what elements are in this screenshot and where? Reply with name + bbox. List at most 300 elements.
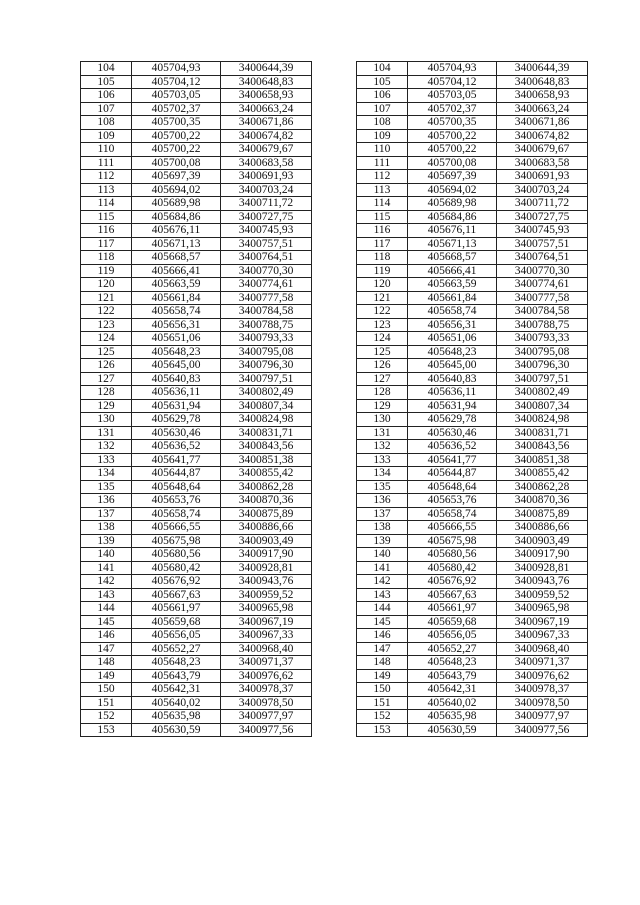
table-row [81,210,588,224]
right-x-coordinate-cell: 405666,55 [408,521,497,535]
right-x-coordinate-cell: 405704,93 [408,62,497,76]
column-gap [312,575,357,589]
left-x-coordinate-cell: 405666,41 [132,264,221,278]
left-point-number-cell: 112 [81,170,132,184]
table-row [81,521,588,535]
left-point-number-cell: 139 [81,534,132,548]
left-point-number-cell: 137 [81,507,132,521]
table-row [81,116,588,130]
left-y-coordinate-cell: 3400917,90 [221,548,312,562]
left-y-coordinate-cell: 3400843,56 [221,440,312,454]
right-x-coordinate-cell: 405648,23 [408,656,497,670]
right-y-coordinate-cell: 3400977,97 [497,710,588,724]
left-x-coordinate-cell: 405643,79 [132,669,221,683]
right-x-coordinate-cell: 405659,68 [408,615,497,629]
table-row [81,467,588,481]
column-gap [312,75,357,89]
left-x-coordinate-cell: 405700,08 [132,156,221,170]
column-gap [312,467,357,481]
right-point-number-cell: 104 [357,62,408,76]
left-x-coordinate-cell: 405629,78 [132,413,221,427]
left-y-coordinate-cell: 3400711,72 [221,197,312,211]
table-row [81,359,588,373]
left-x-coordinate-cell: 405648,23 [132,345,221,359]
right-x-coordinate-cell: 405697,39 [408,170,497,184]
left-y-coordinate-cell: 3400797,51 [221,372,312,386]
right-x-coordinate-cell: 405640,83 [408,372,497,386]
left-y-coordinate-cell: 3400967,19 [221,615,312,629]
right-y-coordinate-cell: 3400965,98 [497,602,588,616]
right-y-coordinate-cell: 3400727,75 [497,210,588,224]
right-x-coordinate-cell: 405700,22 [408,129,497,143]
left-y-coordinate-cell: 3400971,37 [221,656,312,670]
right-point-number-cell: 107 [357,102,408,116]
right-y-coordinate-cell: 3400784,58 [497,305,588,319]
right-point-number-cell: 132 [357,440,408,454]
left-y-coordinate-cell: 3400824,98 [221,413,312,427]
right-y-coordinate-cell: 3400875,89 [497,507,588,521]
column-gap [312,426,357,440]
right-y-coordinate-cell: 3400928,81 [497,561,588,575]
right-point-number-cell: 118 [357,251,408,265]
left-point-number-cell: 106 [81,89,132,103]
column-gap [312,669,357,683]
left-x-coordinate-cell: 405656,05 [132,629,221,643]
table-row [81,575,588,589]
left-point-number-cell: 116 [81,224,132,238]
right-y-coordinate-cell: 3400943,76 [497,575,588,589]
right-x-coordinate-cell: 405684,86 [408,210,497,224]
right-x-coordinate-cell: 405643,79 [408,669,497,683]
right-x-coordinate-cell: 405675,98 [408,534,497,548]
right-point-number-cell: 135 [357,480,408,494]
left-x-coordinate-cell: 405661,84 [132,291,221,305]
right-y-coordinate-cell: 3400770,30 [497,264,588,278]
right-x-coordinate-cell: 405648,23 [408,345,497,359]
left-y-coordinate-cell: 3400928,81 [221,561,312,575]
right-x-coordinate-cell: 405700,35 [408,116,497,130]
table-row [81,156,588,170]
left-point-number-cell: 109 [81,129,132,143]
left-y-coordinate-cell: 3400757,51 [221,237,312,251]
right-point-number-cell: 138 [357,521,408,535]
table-row [81,102,588,116]
left-point-number-cell: 136 [81,494,132,508]
left-point-number-cell: 104 [81,62,132,76]
left-point-number-cell: 149 [81,669,132,683]
column-gap [312,210,357,224]
table-row [81,723,588,737]
column-gap [312,588,357,602]
table-row [81,305,588,319]
left-point-number-cell: 138 [81,521,132,535]
left-x-coordinate-cell: 405680,42 [132,561,221,575]
right-point-number-cell: 145 [357,615,408,629]
column-gap [312,615,357,629]
left-x-coordinate-cell: 405697,39 [132,170,221,184]
left-y-coordinate-cell: 3400807,34 [221,399,312,413]
right-point-number-cell: 142 [357,575,408,589]
left-point-number-cell: 118 [81,251,132,265]
left-point-number-cell: 114 [81,197,132,211]
left-x-coordinate-cell: 405648,64 [132,480,221,494]
right-x-coordinate-cell: 405668,57 [408,251,497,265]
left-point-number-cell: 153 [81,723,132,737]
right-point-number-cell: 121 [357,291,408,305]
left-point-number-cell: 125 [81,345,132,359]
table-row [81,237,588,251]
column-gap [312,372,357,386]
table-row [81,548,588,562]
left-point-number-cell: 129 [81,399,132,413]
left-point-number-cell: 117 [81,237,132,251]
column-gap [312,521,357,535]
right-x-coordinate-cell: 405666,41 [408,264,497,278]
column-gap [312,494,357,508]
right-y-coordinate-cell: 3400788,75 [497,318,588,332]
left-x-coordinate-cell: 405652,27 [132,642,221,656]
left-x-coordinate-cell: 405663,59 [132,278,221,292]
right-point-number-cell: 108 [357,116,408,130]
right-y-coordinate-cell: 3400644,39 [497,62,588,76]
right-point-number-cell: 119 [357,264,408,278]
left-y-coordinate-cell: 3400644,39 [221,62,312,76]
left-x-coordinate-cell: 405703,05 [132,89,221,103]
right-y-coordinate-cell: 3400674,82 [497,129,588,143]
column-gap [312,440,357,454]
table-row [81,197,588,211]
table-row [81,480,588,494]
right-point-number-cell: 131 [357,426,408,440]
right-point-number-cell: 123 [357,318,408,332]
right-x-coordinate-cell: 405636,11 [408,386,497,400]
left-point-number-cell: 105 [81,75,132,89]
table-row [81,453,588,467]
left-x-coordinate-cell: 405630,46 [132,426,221,440]
left-y-coordinate-cell: 3400777,58 [221,291,312,305]
left-x-coordinate-cell: 405636,11 [132,386,221,400]
left-point-number-cell: 111 [81,156,132,170]
right-y-coordinate-cell: 3400777,58 [497,291,588,305]
column-gap [312,642,357,656]
left-point-number-cell: 128 [81,386,132,400]
right-point-number-cell: 126 [357,359,408,373]
left-x-coordinate-cell: 405659,68 [132,615,221,629]
left-point-number-cell: 144 [81,602,132,616]
column-gap [312,318,357,332]
left-y-coordinate-cell: 3400691,93 [221,170,312,184]
left-x-coordinate-cell: 405635,98 [132,710,221,724]
column-gap [312,399,357,413]
right-y-coordinate-cell: 3400802,49 [497,386,588,400]
table-row [81,656,588,670]
right-point-number-cell: 127 [357,372,408,386]
left-point-number-cell: 120 [81,278,132,292]
right-point-number-cell: 153 [357,723,408,737]
left-x-coordinate-cell: 405689,98 [132,197,221,211]
left-point-number-cell: 121 [81,291,132,305]
right-y-coordinate-cell: 3400967,33 [497,629,588,643]
right-y-coordinate-cell: 3400797,51 [497,372,588,386]
right-x-coordinate-cell: 405700,22 [408,143,497,157]
column-gap [312,102,357,116]
left-y-coordinate-cell: 3400663,24 [221,102,312,116]
column-gap [312,332,357,346]
right-x-coordinate-cell: 405694,02 [408,183,497,197]
right-y-coordinate-cell: 3400824,98 [497,413,588,427]
table-row [81,345,588,359]
left-y-coordinate-cell: 3400978,37 [221,683,312,697]
left-y-coordinate-cell: 3400802,49 [221,386,312,400]
left-y-coordinate-cell: 3400796,30 [221,359,312,373]
left-point-number-cell: 107 [81,102,132,116]
left-y-coordinate-cell: 3400855,42 [221,467,312,481]
right-x-coordinate-cell: 405676,92 [408,575,497,589]
left-point-number-cell: 141 [81,561,132,575]
left-x-coordinate-cell: 405661,97 [132,602,221,616]
left-x-coordinate-cell: 405642,31 [132,683,221,697]
left-x-coordinate-cell: 405700,22 [132,129,221,143]
left-y-coordinate-cell: 3400674,82 [221,129,312,143]
column-gap [312,534,357,548]
table-row [81,683,588,697]
table-row [81,318,588,332]
left-point-number-cell: 130 [81,413,132,427]
right-x-coordinate-cell: 405702,37 [408,102,497,116]
right-point-number-cell: 150 [357,683,408,697]
right-point-number-cell: 141 [357,561,408,575]
table-row [81,696,588,710]
left-x-coordinate-cell: 405656,31 [132,318,221,332]
right-y-coordinate-cell: 3400886,66 [497,521,588,535]
right-y-coordinate-cell: 3400757,51 [497,237,588,251]
left-y-coordinate-cell: 3400745,93 [221,224,312,238]
left-point-number-cell: 148 [81,656,132,670]
right-point-number-cell: 115 [357,210,408,224]
left-y-coordinate-cell: 3400795,08 [221,345,312,359]
left-y-coordinate-cell: 3400770,30 [221,264,312,278]
column-gap [312,480,357,494]
left-point-number-cell: 126 [81,359,132,373]
left-point-number-cell: 150 [81,683,132,697]
table-row [81,494,588,508]
column-gap [312,386,357,400]
right-x-coordinate-cell: 405630,59 [408,723,497,737]
right-x-coordinate-cell: 405652,27 [408,642,497,656]
table-row [81,278,588,292]
left-point-number-cell: 135 [81,480,132,494]
left-y-coordinate-cell: 3400851,38 [221,453,312,467]
right-x-coordinate-cell: 405680,56 [408,548,497,562]
right-point-number-cell: 139 [357,534,408,548]
left-y-coordinate-cell: 3400977,56 [221,723,312,737]
right-x-coordinate-cell: 405645,00 [408,359,497,373]
left-x-coordinate-cell: 405651,06 [132,332,221,346]
right-x-coordinate-cell: 405663,59 [408,278,497,292]
right-point-number-cell: 110 [357,143,408,157]
right-y-coordinate-cell: 3400658,93 [497,89,588,103]
left-x-coordinate-cell: 405671,13 [132,237,221,251]
table-row [81,602,588,616]
right-x-coordinate-cell: 405703,05 [408,89,497,103]
column-gap [312,359,357,373]
right-point-number-cell: 113 [357,183,408,197]
left-point-number-cell: 146 [81,629,132,643]
right-y-coordinate-cell: 3400870,36 [497,494,588,508]
left-x-coordinate-cell: 405636,52 [132,440,221,454]
left-x-coordinate-cell: 405658,74 [132,507,221,521]
table-row [81,264,588,278]
right-y-coordinate-cell: 3400976,62 [497,669,588,683]
right-y-coordinate-cell: 3400795,08 [497,345,588,359]
right-point-number-cell: 117 [357,237,408,251]
right-x-coordinate-cell: 405648,64 [408,480,497,494]
table-row [81,399,588,413]
left-y-coordinate-cell: 3400977,97 [221,710,312,724]
column-gap [312,183,357,197]
right-point-number-cell: 128 [357,386,408,400]
left-x-coordinate-cell: 405644,87 [132,467,221,481]
column-gap [312,345,357,359]
left-point-number-cell: 133 [81,453,132,467]
column-gap [312,264,357,278]
left-x-coordinate-cell: 405704,12 [132,75,221,89]
left-y-coordinate-cell: 3400671,86 [221,116,312,130]
right-x-coordinate-cell: 405642,31 [408,683,497,697]
table-row [81,561,588,575]
table-row [81,170,588,184]
right-x-coordinate-cell: 405641,77 [408,453,497,467]
column-gap [312,710,357,724]
right-y-coordinate-cell: 3400683,58 [497,156,588,170]
column-gap [312,251,357,265]
right-x-coordinate-cell: 405629,78 [408,413,497,427]
right-y-coordinate-cell: 3400968,40 [497,642,588,656]
left-y-coordinate-cell: 3400679,67 [221,143,312,157]
left-y-coordinate-cell: 3400875,89 [221,507,312,521]
right-x-coordinate-cell: 405680,42 [408,561,497,575]
column-gap [312,629,357,643]
left-x-coordinate-cell: 405676,11 [132,224,221,238]
right-y-coordinate-cell: 3400764,51 [497,251,588,265]
table-row [81,440,588,454]
left-point-number-cell: 131 [81,426,132,440]
left-point-number-cell: 145 [81,615,132,629]
left-y-coordinate-cell: 3400727,75 [221,210,312,224]
column-gap [312,278,357,292]
left-y-coordinate-cell: 3400959,52 [221,588,312,602]
right-point-number-cell: 136 [357,494,408,508]
right-x-coordinate-cell: 405661,97 [408,602,497,616]
left-y-coordinate-cell: 3400976,62 [221,669,312,683]
right-point-number-cell: 120 [357,278,408,292]
coordinates-table [80,61,588,737]
left-x-coordinate-cell: 405700,22 [132,143,221,157]
table-row [81,129,588,143]
left-x-coordinate-cell: 405704,93 [132,62,221,76]
left-x-coordinate-cell: 405694,02 [132,183,221,197]
right-point-number-cell: 105 [357,75,408,89]
table-row [81,386,588,400]
left-x-coordinate-cell: 405630,59 [132,723,221,737]
right-point-number-cell: 151 [357,696,408,710]
column-gap [312,561,357,575]
left-point-number-cell: 108 [81,116,132,130]
right-point-number-cell: 129 [357,399,408,413]
left-x-coordinate-cell: 405641,77 [132,453,221,467]
right-y-coordinate-cell: 3400679,67 [497,143,588,157]
right-x-coordinate-cell: 405671,13 [408,237,497,251]
left-point-number-cell: 151 [81,696,132,710]
left-y-coordinate-cell: 3400793,33 [221,332,312,346]
right-point-number-cell: 146 [357,629,408,643]
table-row [81,332,588,346]
left-point-number-cell: 143 [81,588,132,602]
right-y-coordinate-cell: 3400971,37 [497,656,588,670]
right-y-coordinate-cell: 3400671,86 [497,116,588,130]
right-x-coordinate-cell: 405667,63 [408,588,497,602]
right-point-number-cell: 109 [357,129,408,143]
right-y-coordinate-cell: 3400978,37 [497,683,588,697]
left-point-number-cell: 132 [81,440,132,454]
column-gap [312,656,357,670]
left-point-number-cell: 123 [81,318,132,332]
table-row [81,413,588,427]
table-row [81,251,588,265]
right-x-coordinate-cell: 405700,08 [408,156,497,170]
table-row [81,534,588,548]
right-y-coordinate-cell: 3400711,72 [497,197,588,211]
column-gap [312,129,357,143]
left-x-coordinate-cell: 405676,92 [132,575,221,589]
right-y-coordinate-cell: 3400796,30 [497,359,588,373]
table-row [81,710,588,724]
left-x-coordinate-cell: 405702,37 [132,102,221,116]
left-point-number-cell: 119 [81,264,132,278]
column-gap [312,723,357,737]
right-x-coordinate-cell: 405635,98 [408,710,497,724]
right-x-coordinate-cell: 405656,31 [408,318,497,332]
column-gap [312,683,357,697]
right-point-number-cell: 140 [357,548,408,562]
right-point-number-cell: 124 [357,332,408,346]
column-gap [312,696,357,710]
left-x-coordinate-cell: 405640,83 [132,372,221,386]
right-point-number-cell: 106 [357,89,408,103]
right-point-number-cell: 152 [357,710,408,724]
right-point-number-cell: 130 [357,413,408,427]
right-point-number-cell: 114 [357,197,408,211]
right-point-number-cell: 144 [357,602,408,616]
column-gap [312,89,357,103]
column-gap [312,170,357,184]
right-x-coordinate-cell: 405661,84 [408,291,497,305]
left-x-coordinate-cell: 405667,63 [132,588,221,602]
table-row [81,62,588,76]
left-y-coordinate-cell: 3400943,76 [221,575,312,589]
left-point-number-cell: 110 [81,143,132,157]
table-row [81,588,588,602]
right-y-coordinate-cell: 3400851,38 [497,453,588,467]
right-x-coordinate-cell: 405658,74 [408,305,497,319]
column-gap [312,197,357,211]
table-row [81,224,588,238]
right-y-coordinate-cell: 3400917,90 [497,548,588,562]
column-gap [312,156,357,170]
column-gap [312,143,357,157]
left-point-number-cell: 142 [81,575,132,589]
left-y-coordinate-cell: 3400862,28 [221,480,312,494]
